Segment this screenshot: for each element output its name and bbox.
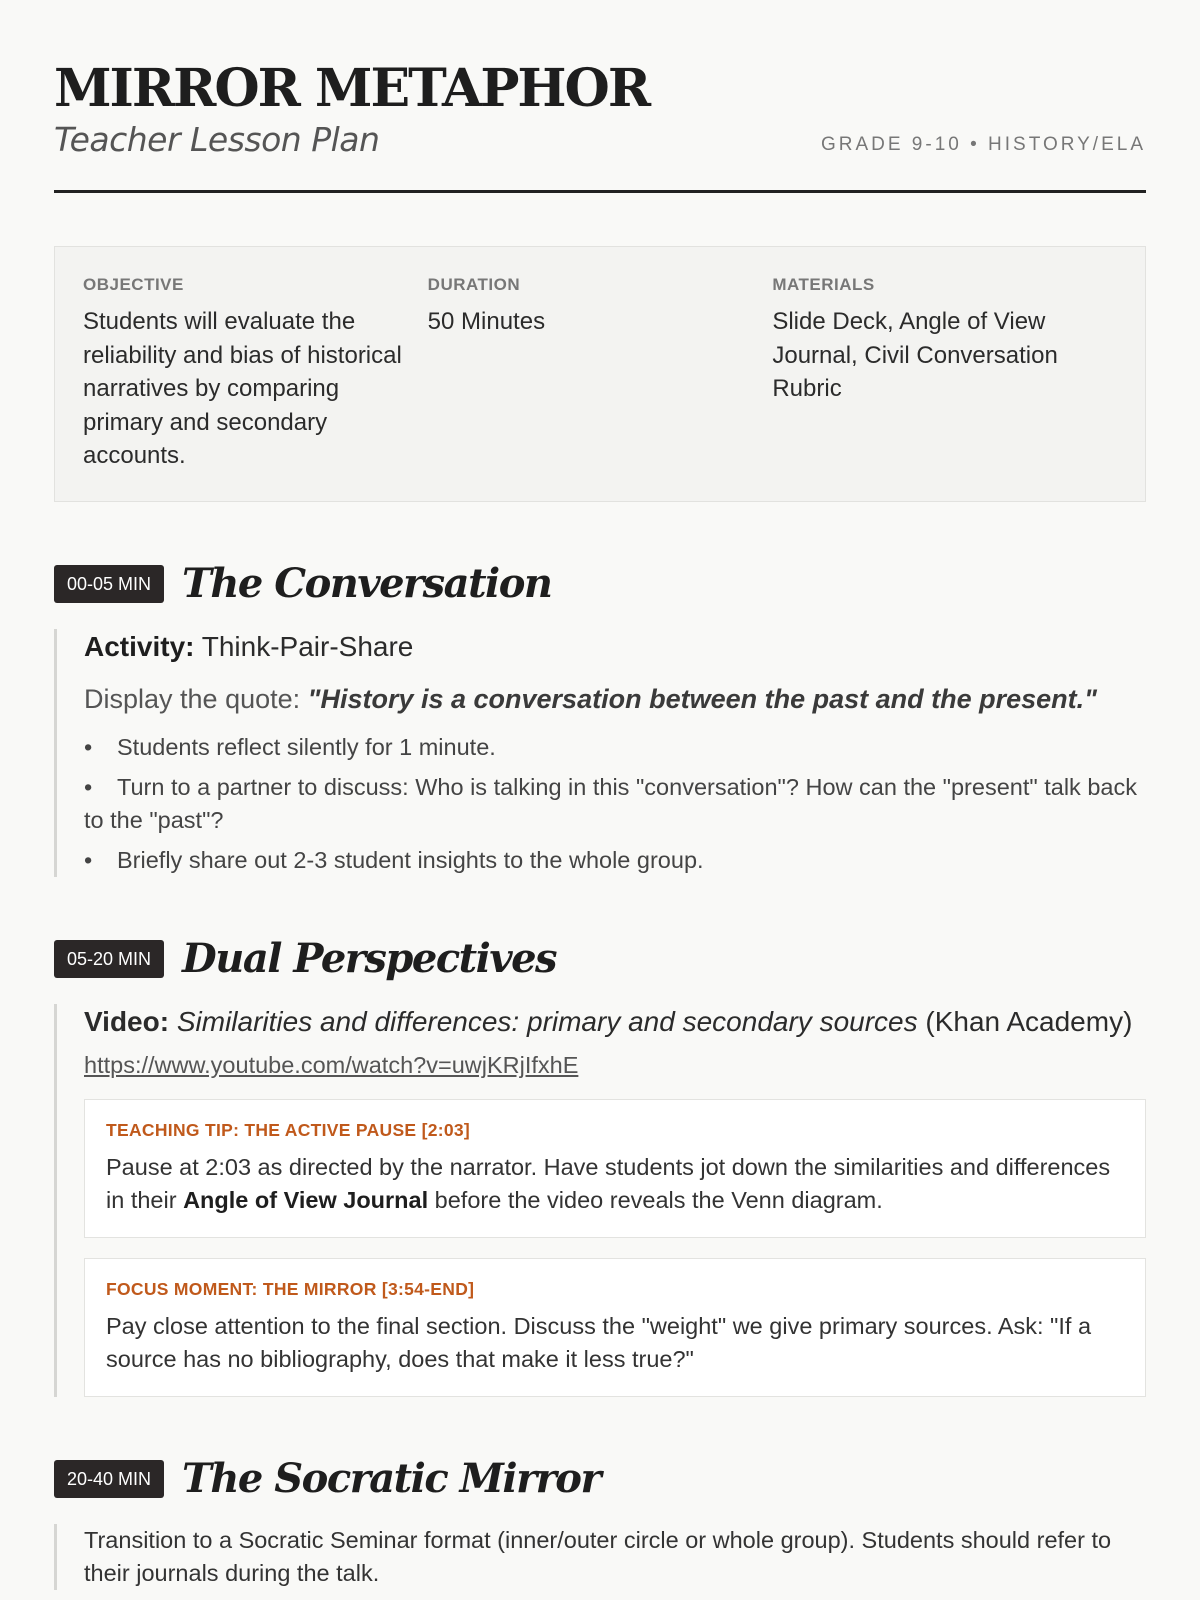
lesson-plan-page: [54, 0, 1146, 1590]
section-text: Transition to a Socratic Seminar format (inner/outer circle or whole group). Students should refer to their journals during the talk.: [84, 1527, 1112, 1586]
teaching-tip-callout: [84, 1099, 1146, 1238]
duration-text: 50 Minutes: [427, 308, 546, 335]
header-divider: [54, 190, 1146, 193]
materials-column: [772, 275, 1117, 474]
list-item: • Students reflect silently for 1 minute.: [84, 731, 1146, 764]
activity-label: Activity:: [84, 631, 195, 662]
quote-intro: Display the quote:: [84, 684, 301, 714]
duration-label: DURATION: [427, 275, 521, 294]
header-row: [54, 120, 1146, 160]
video-link[interactable]: https://www.youtube.com/watch?v=uwjKRjIfxhE: [84, 1052, 579, 1078]
callout-label: TEACHING TIP: THE ACTIVE PAUSE [2:03]: [106, 1120, 471, 1140]
focus-moment-callout: [84, 1258, 1146, 1397]
video-line: [84, 1004, 1146, 1040]
video-source: (Khan Academy): [925, 1006, 1133, 1037]
objective-label: OBJECTIVE: [83, 275, 184, 294]
quote-text: "History is a conversation between the past and the present.": [307, 684, 1097, 714]
activity-value: Think-Pair-Share: [201, 631, 414, 662]
duration-column: [428, 275, 773, 474]
quote-line: [84, 681, 1146, 717]
list-item: • Briefly share out 2-3 student insights to the whole group.: [84, 844, 1146, 877]
section-title: The Socratic Mirror: [182, 1455, 601, 1502]
objective-column: [83, 275, 428, 474]
video-label: Video:: [84, 1006, 170, 1037]
bullet-icon: •: [84, 847, 93, 873]
section-body: [54, 1004, 1146, 1397]
callout-text: Pay close attention to the final section. Discuss the "weight" we give primary sources. Ask: "If a source has no bibliography, does that make it less true?": [106, 1313, 1092, 1372]
callout-text: Pause at 2:03 as directed by the narrator. Have students jot down the similarities and differences in their Angle of View Journal before the video reveals the Venn diagram.: [106, 1154, 1111, 1213]
document-title: MIRROR METAPHOR: [54, 58, 650, 119]
bullet-icon: •: [84, 774, 93, 800]
materials-text: Slide Deck, Angle of View Journal, Civil Conversation Rubric: [772, 308, 1058, 402]
journal-name: Angle of View Journal: [183, 1187, 429, 1213]
section-header: [54, 1455, 1146, 1502]
section-header: [54, 560, 1146, 607]
list-item: • Turn to a partner to discuss: Who is talking in this "conversation"? How can the "present" talk back to the "past"?: [84, 771, 1146, 837]
grade-subject-label: GRADE 9-10 • HISTORY/ELA: [820, 134, 1146, 155]
section-body: [54, 1524, 1146, 1590]
bullet-icon: •: [84, 734, 93, 760]
section-header: [54, 935, 1146, 982]
time-badge: 00-05 MIN: [54, 565, 164, 603]
objective-text: Students will evaluate the reliability and bias of historical narratives by comparing primary and secondary accounts.: [83, 308, 402, 469]
document-subtitle: Teacher Lesson Plan: [54, 120, 380, 159]
callout-label: FOCUS MOMENT: THE MIRROR [3:54-END]: [106, 1279, 475, 1299]
materials-label: MATERIALS: [772, 275, 875, 294]
time-badge: 20-40 MIN: [54, 1460, 164, 1498]
section-title: The Conversation: [182, 560, 552, 607]
section-body: [54, 629, 1146, 877]
activity-line: [84, 629, 1146, 665]
overview-panel: [54, 246, 1146, 502]
bullet-list: [84, 731, 1146, 877]
section-title: Dual Perspectives: [182, 935, 557, 982]
video-title: Similarities and differences: primary and secondary sources: [176, 1006, 918, 1037]
time-badge: 05-20 MIN: [54, 940, 164, 978]
